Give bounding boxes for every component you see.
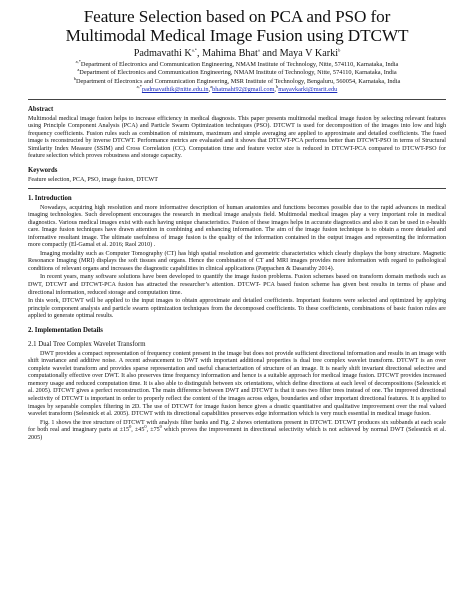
body-section <box>28 195 446 442</box>
paper-title <box>0 7 474 45</box>
author-list <box>0 48 474 60</box>
author-name: Mahima Bhat <box>202 48 258 59</box>
paragraph: In this work, DTCWT will be applied to the input images to obtain approximate and detailed coefficients. Important features were selected and optimized by applying principle component analysis and particle swarm optimization techniques from the decomposed coefficients. To these coefficients, combinations of basic fusion rules are applied to generate optimal results. <box>28 298 446 320</box>
affiliation-line <box>0 75 474 86</box>
abstract-section <box>28 106 446 184</box>
affiliation-sup: b <box>73 75 76 81</box>
author-sup: a,* <box>191 47 197 53</box>
paragraph-fragment: , ±75 <box>146 427 160 434</box>
paragraph: DWT provides a compact representation of frequency content present in the image but does not provide sufficient directional information and results in an image with shift invariance and additive noise. A recent advancement to DWT with important additional properties is dual tree complex wavelet transform. DTCWT is an over complete wavelet transform and provides sparse representation and useful characterization of structure of an image. It is nearly shift invariant directional selective and computationally effective over DWT. It also preserves time frequency information and hence is a suitable approach for medical image fusion. DTCWT provides increased memory usage and reduced computation time. It is also able to distinguish between six orientations, which define directions at each level of decompositions (Selesnick et al. 2005). DTCWT gives a perfect reconstruction. The main difference between DWT and DTCWT is that it uses two filter trees instead of one. The improved directional selectivity of DTCWT is important in order to properly reflect the content of the images across edges, boundaries and other important directional features. It is applied to images by separable complex filtering in 2D. The use of DTCWT for image fusion hence gives a drastic quantitative and qualitative improvement over the real valued wavelet transform (Selesnick et al. 2005). DTCWT with its directional capabilities preserves edge information which is very much essential in medical image fusion. <box>28 350 446 418</box>
paragraph-fragment: , ±45 <box>131 427 145 434</box>
author-separator: and <box>259 48 280 59</box>
affiliation-text: Department of Electronics and Communication Engineering, NMAM Institute of Technology, Nitte, 574110, Karnataka, India <box>80 61 399 68</box>
paragraph <box>28 420 446 443</box>
affiliation-text: Department of Electronics and Communication Engineering, MSR Institute of Technology, Bengaluru, 560054, Karnataka, India <box>75 77 401 85</box>
paragraph-fragment: which proves the improvement in directional selectivity which is not achieved by normal DWT (Selesnick et al. 2005) <box>28 427 446 441</box>
section-heading-implementation: 2. Implementation Details <box>28 326 103 334</box>
degree-sup: 0 <box>144 424 147 430</box>
top-divider <box>28 99 446 100</box>
section-heading-introduction: 1. Introduction <box>28 195 72 203</box>
keywords-heading: Keywords <box>28 167 58 174</box>
abstract-heading: Abstract <box>28 106 54 114</box>
email-sup: a,* <box>136 84 142 90</box>
title-line-2: Multimodal Medical Image Fusion using DTCWT <box>65 26 409 45</box>
author-sup: b <box>338 47 341 53</box>
affiliations <box>0 58 474 86</box>
affiliation-sup: a <box>77 67 80 73</box>
abstract-text: Multimodal medical image fusion helps to increase efficiency in medical diagnosis. This paper presents multimodal medical image fusion by selecting relevant features using Principle Component Analysis (PCA) and Particle Swarm Optimization techniques (PSO). DTCWT is used for decomposition of the images into low and high frequency coefficients. Fusion rules such as combination of minimum, maximum and simple averaging are applied to approximate and detailed coefficients. The fused image is reconstructed by inverse DTCWT. Performance metrics are evaluated and it shows that DTCWT-PCA performs better than DTCWT-PSO in terms of Structural Similarity Index Measure (SSIM) and Cross Correlation (CC). Computation time and feature vector size is reduced in DTCWT-PCA compared to DTCWT-PSO for feature selection which proves robustness and storage capacity. <box>28 115 446 160</box>
email-link[interactable]: padmavathik@nitte.edu.in <box>141 86 209 94</box>
title-line-1: Feature Selection based on PCA and PSO for <box>83 7 391 26</box>
author-name: Padmavathi K <box>133 48 192 59</box>
affiliation-text: Department of Electronics and Communication Engineering, NMAM Institute of Technology, Nitte, 574110, Karnataka, India <box>79 69 397 77</box>
paragraph-fragment: Fig. 1 shows the tree structure of DTCWT with analysis filter banks and Fig. 2 shows orientations present in DTCWT. DTCWT produces six subbands at each scale for both real and imaginary parts at ±15 <box>28 419 446 434</box>
affiliation-line <box>0 69 474 77</box>
paragraph: In recent years, many software solutions have been developed to quantify the image fusion problems. Fusion schemes based on transform domain methods such as DWT, DTCWT and DTCWT-PCA fusion has attracted the researcher’s attention. DTCWT- PCA based fusion scheme has given best results in terms of phase and directional information, reduced storage and computation time. <box>28 274 446 296</box>
degree-sup: 0 <box>129 424 132 430</box>
affiliation-sup: a,* <box>75 58 81 64</box>
email-line: $^{a,*}$padmavathik@nitte.edu.in,$^a$bhatmahi92@gmail.com,$^b$mayavkarki@msrit.edu <box>136 84 338 94</box>
paragraph: Imaging modality such as Computer Tomography (CT) has high spatial resolution and geometric characteristics which clearly displays the bony structure. Magnetic Resonance Imaging (MRI) displays the soft tissues and organs. Hence the combination of CT and MRI images provides more information with regard to pathological conditions of relevant organs and increases the diagnostic capabilities in clinical applications (Pappachen & Dasarathy 2014). <box>28 250 446 272</box>
author-sup: a <box>257 47 260 53</box>
email-link[interactable]: bhatmahi92@gmail.com <box>212 86 275 94</box>
subsection-heading-dtcwt: 2.1 Dual Tree Complex Wavelet Transform <box>28 341 146 349</box>
paragraph: Nowadays, acquiring high resolution and more informative description of human anatomies and functions becomes possible due to the rapid advances in medical imaging technologies. Such development encourages the research in medical image analysis field. Multimodal medical images play a very important role in medical diagnostics. Various medical images exist with each having unique characteristics. Fusion of these images helps in accurate diagnostics and also it can be used in e-health care. Image fusion techniques have drawn attention in combining and enhancing information. The aim of the image fusion technique is to obtain a more detailed and informative resultant image. The ultimate usefulness of image fusion is the quality of the information contained in the output images and representing the information more compactly (El-Gamal et al. 2016; Raol 2010) . <box>28 204 446 249</box>
email-sup: b <box>275 84 279 90</box>
author-separator: , <box>196 48 203 59</box>
email-sup: a <box>210 84 213 90</box>
bottom-divider <box>28 188 446 189</box>
keywords-text: Feature selection, PCA, PSO, image fusion, DTCWT <box>28 176 158 183</box>
degree-sup: 0 <box>159 424 162 430</box>
email-link[interactable]: mayavkarki@msrit.edu <box>278 86 338 94</box>
author-name: Maya V Karki <box>279 48 339 59</box>
